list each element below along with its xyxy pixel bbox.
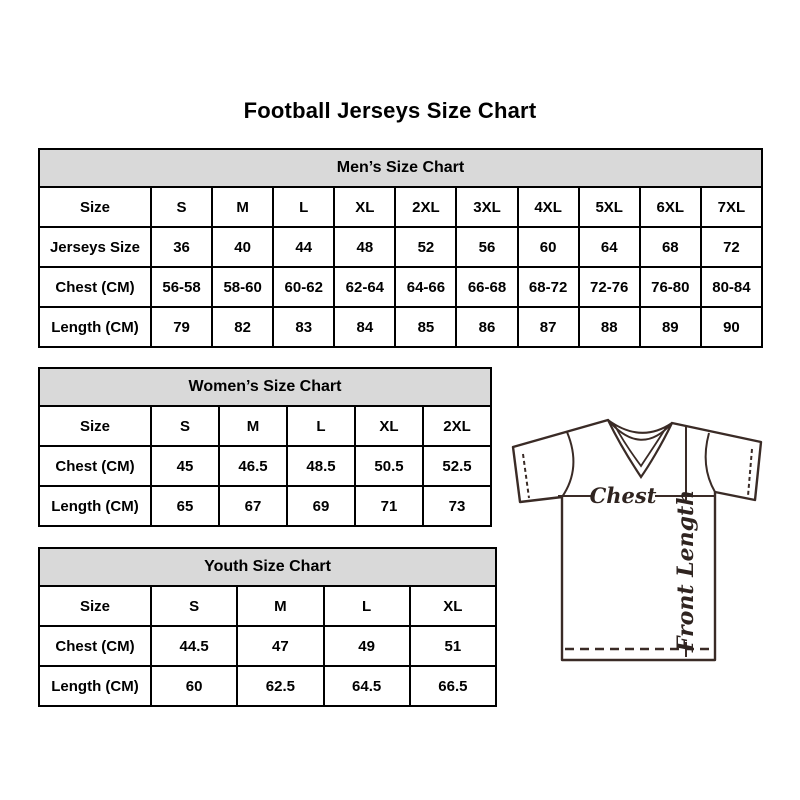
left-cuff-dashed-line xyxy=(523,454,529,498)
left-sleeve-seam xyxy=(562,432,573,497)
table-cell: XL xyxy=(410,586,496,626)
row-label: Chest (CM) xyxy=(39,446,151,486)
table-cell: 2XL xyxy=(395,187,456,227)
table-cell: 71 xyxy=(355,486,423,526)
table-row xyxy=(39,267,762,307)
row-label: Length (CM) xyxy=(39,486,151,526)
table-cell: 72 xyxy=(701,227,762,267)
table-header-row xyxy=(39,149,762,187)
table-cell: 49 xyxy=(324,626,410,666)
collar xyxy=(608,420,672,477)
table-cell: 58-60 xyxy=(212,267,273,307)
table-cell: 60 xyxy=(151,666,237,706)
table-cell: 69 xyxy=(287,486,355,526)
table-row xyxy=(39,666,496,706)
womens-size-table xyxy=(38,367,492,527)
table-cell: 62.5 xyxy=(237,666,323,706)
row-label: Jerseys Size xyxy=(39,227,151,267)
table-cell: L xyxy=(287,406,355,446)
table-cell: 64.5 xyxy=(324,666,410,706)
table-cell: S xyxy=(151,586,237,626)
table-cell: 2XL xyxy=(423,406,491,446)
table-cell: L xyxy=(273,187,334,227)
table-cell: 72-76 xyxy=(579,267,640,307)
row-label: Size xyxy=(39,406,151,446)
table-row xyxy=(39,446,491,486)
table-cell: 6XL xyxy=(640,187,701,227)
table-cell: 51 xyxy=(410,626,496,666)
table-row xyxy=(39,486,491,526)
table-cell: S xyxy=(151,187,212,227)
front-length-label: Front Length xyxy=(673,489,699,653)
table-cell: 60 xyxy=(518,227,579,267)
table-cell: 7XL xyxy=(701,187,762,227)
table-cell: 4XL xyxy=(518,187,579,227)
mens-table-title: Men’s Size Chart xyxy=(39,149,762,187)
table-cell: 48 xyxy=(334,227,395,267)
table-cell: 82 xyxy=(212,307,273,347)
table-cell: 68-72 xyxy=(518,267,579,307)
table-cell: 67 xyxy=(219,486,287,526)
row-label: Length (CM) xyxy=(39,307,151,347)
right-cuff-dashed-line xyxy=(748,449,752,496)
table-cell: 60-62 xyxy=(273,267,334,307)
table-cell: 76-80 xyxy=(640,267,701,307)
table-cell: 56 xyxy=(456,227,517,267)
table-cell: 44 xyxy=(273,227,334,267)
row-label: Size xyxy=(39,586,151,626)
youth-table-title: Youth Size Chart xyxy=(39,548,496,586)
row-label: Chest (CM) xyxy=(39,267,151,307)
table-cell: M xyxy=(212,187,273,227)
womens-table-title: Women’s Size Chart xyxy=(39,368,491,406)
table-cell: 85 xyxy=(395,307,456,347)
table-cell: 68 xyxy=(640,227,701,267)
table-row xyxy=(39,406,491,446)
jersey-diagram xyxy=(505,400,767,666)
table-cell: 66.5 xyxy=(410,666,496,706)
jersey-outline xyxy=(513,420,761,660)
page-title: Football Jerseys Size Chart xyxy=(243,98,537,123)
table-cell: 88 xyxy=(579,307,640,347)
table-cell: 3XL xyxy=(456,187,517,227)
table-header-row xyxy=(39,548,496,586)
table-cell: 44.5 xyxy=(151,626,237,666)
table-cell: 66-68 xyxy=(456,267,517,307)
table-cell: 64-66 xyxy=(395,267,456,307)
table-cell: 48.5 xyxy=(287,446,355,486)
row-label: Length (CM) xyxy=(39,666,151,706)
table-row xyxy=(39,586,496,626)
table-row xyxy=(39,227,762,267)
table-header-row xyxy=(39,368,491,406)
table-cell: 40 xyxy=(212,227,273,267)
table-cell: 90 xyxy=(701,307,762,347)
table-cell: 84 xyxy=(334,307,395,347)
table-row xyxy=(39,187,762,227)
table-cell: 79 xyxy=(151,307,212,347)
table-cell: 52 xyxy=(395,227,456,267)
table-cell: 56-58 xyxy=(151,267,212,307)
table-cell: 80-84 xyxy=(701,267,762,307)
table-cell: 87 xyxy=(518,307,579,347)
table-cell: 5XL xyxy=(579,187,640,227)
table-cell: L xyxy=(324,586,410,626)
table-row xyxy=(39,626,496,666)
table-cell: M xyxy=(237,586,323,626)
mens-size-table xyxy=(38,148,763,348)
table-cell: 36 xyxy=(151,227,212,267)
table-cell: M xyxy=(219,406,287,446)
table-cell: 65 xyxy=(151,486,219,526)
row-label: Size xyxy=(39,187,151,227)
table-row xyxy=(39,307,762,347)
table-cell: 62-64 xyxy=(334,267,395,307)
table-cell: 50.5 xyxy=(355,446,423,486)
table-cell: 89 xyxy=(640,307,701,347)
table-cell: 46.5 xyxy=(219,446,287,486)
table-cell: 64 xyxy=(579,227,640,267)
youth-size-table xyxy=(38,547,497,707)
table-cell: 83 xyxy=(273,307,334,347)
table-cell: 47 xyxy=(237,626,323,666)
table-cell: 73 xyxy=(423,486,491,526)
table-cell: XL xyxy=(355,406,423,446)
table-cell: S xyxy=(151,406,219,446)
table-cell: 52.5 xyxy=(423,446,491,486)
row-label: Chest (CM) xyxy=(39,626,151,666)
chest-label: Chest xyxy=(589,483,657,508)
table-cell: 45 xyxy=(151,446,219,486)
right-sleeve-seam xyxy=(706,433,715,492)
table-cell: XL xyxy=(334,187,395,227)
table-cell: 86 xyxy=(456,307,517,347)
